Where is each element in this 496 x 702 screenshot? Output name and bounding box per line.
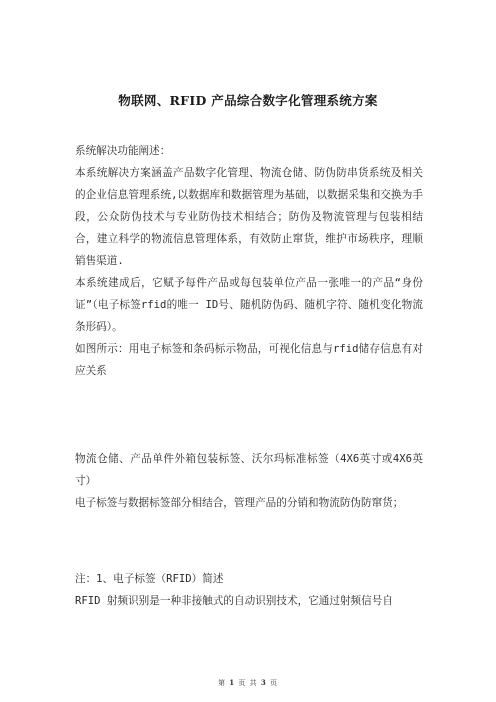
section-logistics: [75, 448, 423, 514]
footer-prefix: 第: [218, 679, 227, 687]
section-note: [75, 568, 423, 612]
paragraph: 如图所示：用电子标签和条码标示物品，可视化信息与rfid储存信息有对应关系: [75, 343, 423, 377]
current-page-number: 1: [229, 678, 236, 687]
paragraph: 电子标签与数据标签部分相结合，管理产品的分销和物流防伪防窜货；: [75, 497, 404, 509]
section-intro: [75, 140, 423, 382]
document-title: 物联网、RFID 产品综合数字化管理系统方案: [118, 93, 378, 108]
paragraph: 系统解决功能阐述：: [75, 145, 171, 157]
page-footer: [0, 678, 496, 688]
footer-suffix: 页: [269, 679, 278, 687]
paragraph: 本系统建成后，它赋予每件产品或每包装单位产品一张唯一的产品“身份证”（电子标签rfid的唯一 ID号、随机防伪码、随机字符、随机变化物流条形码）。: [75, 277, 423, 333]
paragraph: RFID 射频识别是一种非接触式的自动识别技术，它通过射频信号自: [75, 595, 393, 607]
paragraph: 注：1、电子标签（RFID）简述: [75, 573, 224, 585]
total-page-number: 3: [260, 678, 267, 687]
paragraph: 本系统解决方案涵盖产品数字化管理、物流仓储、防伪防串货系统及相关的企业信息管理系统,以数据库和数据管理为基础，以数据采集和交换为手段，公众防伪技术与专业防伪技术相结合；防伪及物流管理与包装相结合，建立科学的物流信息管理体系，有效防止窜货，维护市场秩序，理顺销售渠道.: [75, 167, 423, 267]
footer-middle: 页 共: [238, 679, 258, 687]
paragraph: 物流仓储、产品单件外箱包装标签、沃尔玛标准标签（4X6英寸或4X6英寸）: [75, 453, 423, 487]
